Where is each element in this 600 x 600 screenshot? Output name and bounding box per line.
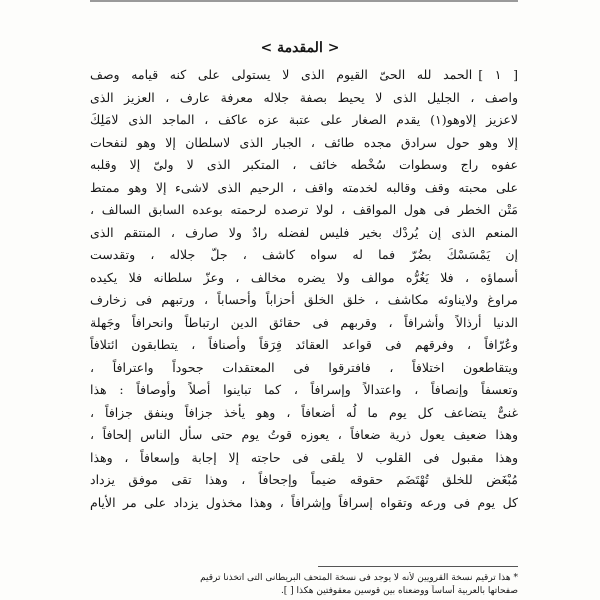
footnote-line-1: * هذا ترقيم نسخة القرويين لأنه لا يوجد فى نسخة المتحف البريطانى التى اتخذنا ترقيم [200,573,518,583]
text-line-8: المنعم الذى إن يُردْك بخير فليس لفضله رادٌ ولا صارف ، المنتقم الذى [90,224,518,240]
text-line-1: [ ١ ]الحمد لله الحىّ القيوم الذى لا يستولى على كنه قيامه وصف [90,67,518,82]
text-line-13: وعُرّافاً ، وفرقهم فى قواعد العقائد فِرَقاً وأصنافاً ، يتطابقون ائتلافاً [90,337,518,352]
text-line-10: أسماؤه ، فلا يَغُرُّه موالف ولا يضره مخالف ، وعزّ سلطانه فلا يكيده [90,269,518,285]
text-line-15: وتعسفاً وإنصافاً ، واعتدالاً وإسرافاً ، كما تباينوا أصلاً وأوصافاً : هذا [90,382,518,397]
text-line-11: مراوغ ولايناوئه مكاشف ، خلق الخلق أحزاباً وأحساباً ، ورتبهم فى زخارف [90,292,518,307]
main-text [90,64,518,514]
top-rule [90,0,518,2]
footnotes [90,572,518,598]
text-line-12: الدنيا أرذالاً وأشرافاً ، وقربهم فى حقائق الدين ارتباطاً وانحرافاً وجَهلة [90,314,518,330]
text-line-9: إن يَمْسَسْكَ بضُرّ فما له سواه كاشف ، جلّ جلاله ، وتقدست [90,247,518,262]
text-line-18: وهذا مقبول فى القلوب لا يلقى فى حاجته إلا إجابة وإسعافاً ، وهذا [90,449,518,465]
text-line-6: على محبته وقف وقالبه لخدمته واقف ، الرحيم الذى لاشىء إلا وهو ممتط [90,179,518,195]
text-line-19: مُبْغَض للخلق تُهْتَضَم حقوقه ضيماً وإجحافاً ، وهذا تقى موفق يزداد [90,472,518,487]
paragraph-marker: [ ١ ] [478,67,518,82]
text-line-20: كل يوم فى ورعه وتقواه إسرافاً وإشرافاً ، وهذا مخذول يزداد على مر الأيام [90,494,518,510]
footnote-rule [318,566,518,567]
text-line-5: عفوه راج وسطوات سُخْطه خائف ، المتكبر الذى لا ولىّ إلا وقلبه [90,157,518,172]
footnote-line-2: صفحاتها بالعربية أساساً ووضعناه بين قوسين معقوفتين هكذا [ ]. [280,586,518,596]
text-line-2: واصف ، الجليل الذى لا يحيط بصفة جلاله معرفة عارف ، العزيز الذى [90,89,518,105]
text-line-3: لاعزيز إلاوهو(١) يقدم الصغار على عتبة عزه عاكف ، الماجد الذى لامَلِكَ [90,112,518,127]
text-line-14: ويتقاطعون اختلافاً ، فافترقوا فى المعتقدات جحوداً واعترافاً ، [90,359,518,375]
text-line-17: وهذا ضعيف يعول ذرية ضعافاً ، يعوزه قوتُ يوم حتى سأل الناس إلحافاً ، [90,427,518,442]
text-line-7: مَتْن الخطر فى هول المواقف ، لولا ترصده لرحمته بوعده السابق السالف ، [90,202,518,217]
text-line-4: إلا وهو حول سرادق مجده طائف ، الجبار الذى لاسلطان إلا وهو لنفحات [90,134,518,150]
text-line-16: غنىٌّ يتضاعف كل يوم ما لُه أضعافاً ، وهو يأخذ جزافاً وينفق جزافاً ، [90,404,518,420]
section-heading: < المقدمة > [260,40,340,56]
